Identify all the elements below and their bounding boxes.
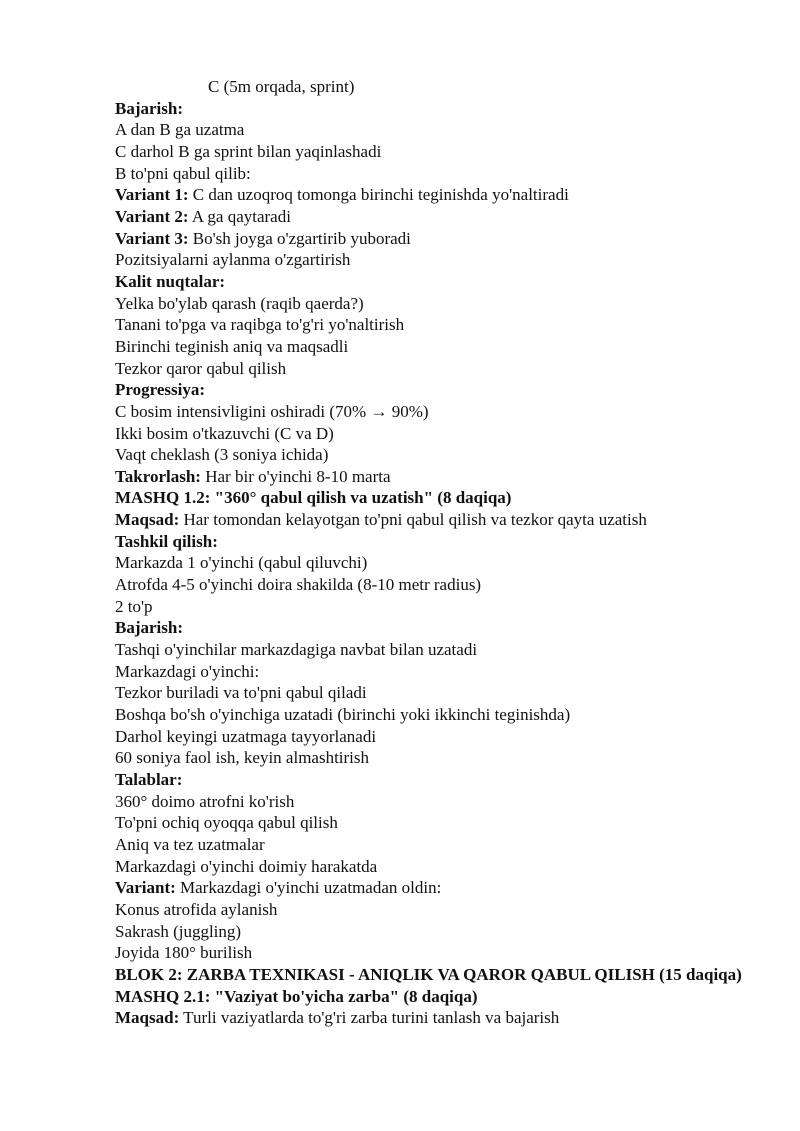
text-line: 360° doimo atrofni ko'rish bbox=[115, 791, 295, 811]
text-line: Tanani to'pga va raqibga to'g'ri yo'naltirish bbox=[115, 315, 405, 335]
exercise-title: MASHQ 1.2: "360° qabul qilish va uzatish" (8 daqiqa) bbox=[115, 488, 512, 508]
text-line: 2 to'p bbox=[115, 596, 153, 616]
variant-line: Variant 1: C dan uzoqroq tomonga birinchi teginishda yo'naltiradi bbox=[115, 185, 569, 205]
heading-execution: Bajarish: bbox=[115, 618, 183, 638]
text-line: Konus atrofida aylanish bbox=[115, 899, 278, 919]
text-line: To'pni ochiq oyoqqa qabul qilish bbox=[115, 813, 338, 833]
heading-organization: Tashkil qilish: bbox=[115, 531, 218, 551]
heading-execution: Bajarish: bbox=[115, 98, 183, 118]
text-line: Markazda 1 o'yinchi (qabul qiluvchi) bbox=[115, 553, 368, 573]
text-line: C darhol B ga sprint bilan yaqinlashadi bbox=[115, 141, 382, 161]
heading-progression: Progressiya: bbox=[115, 380, 206, 400]
text-line: Darhol keyingi uzatmaga tayyorlanadi bbox=[115, 726, 377, 746]
variant-line: Variant: Markazdagi o'yinchi uzatmadan oldin: bbox=[115, 878, 442, 898]
text-line: Vaqt cheklash (3 soniya ichida) bbox=[115, 445, 329, 465]
variant-line: Variant 2: A ga qaytaradi bbox=[115, 206, 291, 226]
text-line: Tezkor qaror qabul qilish bbox=[115, 358, 287, 378]
text-line: Markazdagi o'yinchi: bbox=[115, 661, 260, 681]
text-line: Aniq va tez uzatmalar bbox=[115, 834, 265, 854]
document-page bbox=[115, 76, 755, 1029]
heading-key-points: Kalit nuqtalar: bbox=[115, 271, 226, 291]
text-line: 60 soniya faol ish, keyin almashtirish bbox=[115, 748, 370, 768]
block-title: BLOK 2: ZARBA TEXNIKASI - ANIQLIK VA QAROR QABUL QILISH (15 daqiqa) bbox=[115, 964, 742, 984]
exercise-title: MASHQ 2.1: "Vaziyat bo'yicha zarba" (8 daqiqa) bbox=[115, 986, 478, 1006]
text-line: Birinchi teginish aniq va maqsadli bbox=[115, 336, 349, 356]
text-line: Tezkor buriladi va to'pni qabul qiladi bbox=[115, 683, 367, 703]
text-line: Pozitsiyalarni aylanma o'zgartirish bbox=[115, 250, 351, 270]
repetition-line: Takrorlash: Har bir o'yinchi 8-10 marta bbox=[115, 466, 391, 486]
heading-requirements: Talablar: bbox=[115, 770, 183, 789]
text-line: C bosim intensivligini oshiradi (70% → 90%) bbox=[115, 401, 429, 421]
goal-line: Maqsad: Turli vaziyatlarda to'g'ri zarba turini tanlash va bajarish bbox=[115, 1008, 560, 1028]
text-line: Markazdagi o'yinchi doimiy harakatda bbox=[115, 856, 378, 876]
text-line: Yelka bo'ylab qarash (raqib qaerda?) bbox=[115, 293, 364, 313]
text-line: Boshqa bo'sh o'yinchiga uzatadi (birinchi yoki ikkinchi teginishda) bbox=[115, 705, 571, 725]
text-line: Sakrash (juggling) bbox=[115, 921, 242, 941]
text-line: Atrofda 4-5 o'yinchi doira shakilda (8-10 metr radius) bbox=[115, 575, 482, 595]
text-line: Tashqi o'yinchilar markazdagiga navbat bilan uzatadi bbox=[115, 640, 478, 660]
player-c-position: C (5m orqada, sprint) bbox=[208, 77, 355, 96]
text-line: Ikki bosim o'tkazuvchi (C va D) bbox=[115, 423, 334, 443]
text-line: A dan B ga uzatma bbox=[115, 120, 245, 140]
goal-line: Maqsad: Har tomondan kelayotgan to'pni qabul qilish va tezkor qayta uzatish bbox=[115, 510, 647, 530]
text-line: Joyida 180° burilish bbox=[115, 943, 253, 963]
text-line: B to'pni qabul qilib: bbox=[115, 163, 251, 183]
variant-line: Variant 3: Bo'sh joyga o'zgartirib yuboradi bbox=[115, 228, 411, 248]
